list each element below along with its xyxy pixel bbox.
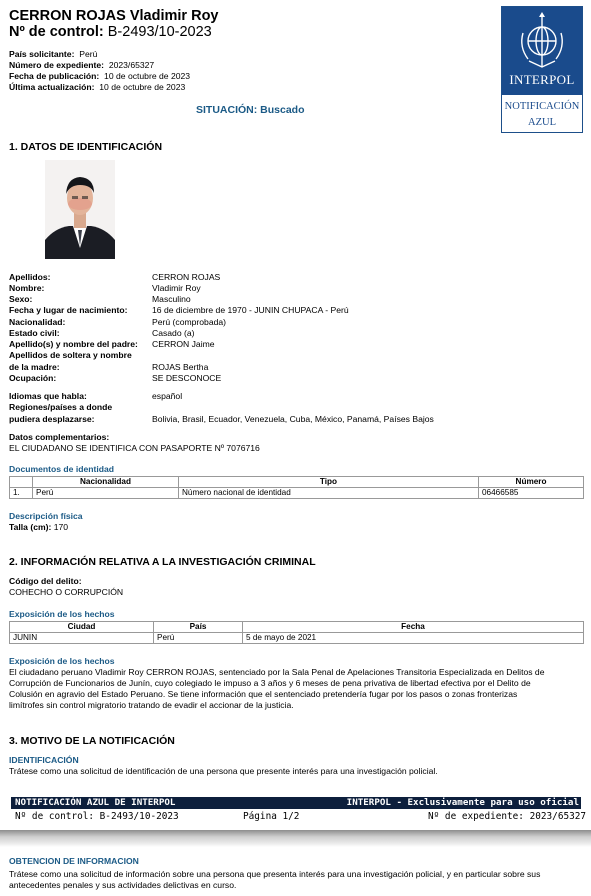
page2-line: Trátese como una solicitud de información sobre una persona que presenta interés para una investigación policial, y en particular sobre sus [9, 869, 541, 879]
travel-value: Bolivia, Brasil, Ecuador, Venezuela, Cuba, México, Panamá, Países Bajos [152, 414, 434, 424]
footer-official-label: INTERPOL - Exclusivamente para uso oficial [346, 797, 579, 808]
footer-banner [11, 797, 581, 809]
page2-title: OBTENCION DE INFORMACION [9, 856, 139, 866]
table-header: Nacionalidad [33, 477, 179, 488]
logo-notice-type: NOTIFICACIÓN [504, 101, 580, 112]
field-value: Masculino [152, 294, 191, 304]
facts-table [9, 621, 584, 644]
footer-page-number: Página 1/2 [243, 811, 300, 822]
table-header-row [10, 477, 584, 488]
suspect-photo [45, 160, 115, 259]
logo-wordmark: INTERPOL [509, 72, 575, 87]
meta-row: Última actualización: 10 de octubre de 2023 [9, 82, 186, 92]
section-title: 3. MOTIVO DE LA NOTIFICACIÓN [9, 735, 175, 747]
table-cell: 06466585 [479, 488, 584, 499]
field-label: Ocupación: [9, 373, 57, 383]
travel-label: pudiera desplazarse: [9, 414, 95, 424]
motive-text: Trátese como una solicitud de identificación de una persona que presente interés para una investigación policial. [9, 766, 438, 776]
height-row: Talla (cm): 170 [9, 522, 69, 532]
control-number: Nº de control: B-2493/10-2023 [9, 24, 212, 40]
person-name: CERRON ROJAS Vladimir Roy [9, 8, 219, 24]
field-value: Perú (comprobada) [152, 317, 227, 327]
facts-line: El ciudadano peruano Vladimir Roy CERRON ROJAS, sentenciado por la Sala Penal de Apelaciones Transitoria Especializada en Delitos de [9, 667, 545, 677]
id-docs-table [9, 476, 584, 499]
table-cell: 1. [10, 488, 33, 499]
field-label: Sexo: [9, 294, 33, 304]
crime-code-label: Código del delito: [9, 576, 82, 586]
person-portrait-icon [45, 160, 115, 259]
footer-control: Nº de control: B-2493/10-2023 [15, 811, 179, 822]
facts-line: Colusión en agravio del Estado Peruano. Se tiene información que el sentenciado pretendería fugar por los pasos o zonas fronterizas [9, 689, 518, 699]
languages-value: español [152, 391, 183, 401]
logo-notice-color: AZUL [528, 117, 556, 128]
table-header-row [10, 622, 584, 633]
table-row [10, 488, 584, 499]
interpol-emblem-icon [502, 7, 582, 95]
field-value: Vladimir Roy [152, 283, 201, 293]
field-label: Nacionalidad: [9, 317, 66, 327]
field-label: Fecha y lugar de nacimiento: [9, 305, 128, 315]
table-cell: 5 de mayo de 2021 [243, 633, 584, 644]
field-value: 16 de diciembre de 1970 - JUNIN CHUPACA - Perú [152, 305, 349, 315]
footer-notice-label: NOTIFICACIÓN AZUL DE INTERPOL [15, 797, 176, 808]
footer-file-number: Nº de expediente: 2023/65327 [428, 811, 587, 822]
field-label: Apellido(s) y nombre del padre: [9, 339, 138, 349]
field-label: Apellidos de soltera y nombre [9, 350, 132, 360]
meta-row: País solicitante: Perú [9, 49, 98, 59]
facts-table-title: Exposición de los hechos [9, 609, 115, 619]
table-header: País [154, 622, 243, 633]
page-break [0, 830, 591, 847]
table-header: Número [479, 477, 584, 488]
facts-line: Corrupción de Funcionarios de Junín, cuyo colegiado le impuso a 3 años y 6 meses de pena privativa de libertad efectiva por el Delito de [9, 678, 531, 688]
situation-status: SITUACIÓN: Buscado [196, 104, 305, 116]
travel-label: Regiones/países a donde [9, 402, 113, 412]
field-value: Casado (a) [152, 328, 195, 338]
crime-code-value: COHECHO O CORRUPCIÓN [9, 587, 124, 597]
section-title: 2. INFORMACIÓN RELATIVA A LA INVESTIGACIÓN CRIMINAL [9, 556, 316, 568]
table-header: Tipo [179, 477, 479, 488]
field-label: Nombre: [9, 283, 45, 293]
facts-line: limítrofes sin control migratorio tratando de evadir el accionar de la justicia. [9, 700, 294, 710]
interpol-logo [501, 6, 583, 133]
complementary-value: EL CIUDADANO SE IDENTIFICA CON PASAPORTE Nº 7076716 [9, 443, 260, 453]
page2-line: antecedentes penales y sus actividades delictivas en curso. [9, 880, 237, 890]
meta-row: Fecha de publicación: 10 de octubre de 2023 [9, 71, 191, 81]
field-value: ROJAS Bertha [152, 362, 209, 372]
table-cell: JUNIN [10, 633, 154, 644]
field-label: Apellidos: [9, 272, 51, 282]
field-value: CERRON Jaime [152, 339, 215, 349]
table-cell: Perú [33, 488, 179, 499]
field-label: Estado civil: [9, 328, 60, 338]
table-header: Ciudad [10, 622, 154, 633]
section-title: 1. DATOS DE IDENTIFICACIÓN [9, 141, 163, 153]
table-header: Fecha [243, 622, 584, 633]
languages-label: Idiomas que habla: [9, 391, 87, 401]
motive-title: IDENTIFICACIÓN [9, 755, 79, 765]
field-value: SE DESCONOCE [152, 373, 222, 383]
meta-row: Número de expediente: 2023/65327 [9, 60, 155, 70]
complementary-label: Datos complementarios: [9, 432, 110, 442]
table-row [10, 633, 584, 644]
physical-title: Descripción física [9, 511, 83, 521]
field-label: de la madre: [9, 362, 60, 372]
table-cell: Número nacional de identidad [179, 488, 479, 499]
field-value: CERRON ROJAS [152, 272, 221, 282]
id-docs-title: Documentos de identidad [9, 464, 115, 474]
table-cell: Perú [154, 633, 243, 644]
facts-text-title: Exposición de los hechos [9, 656, 115, 666]
